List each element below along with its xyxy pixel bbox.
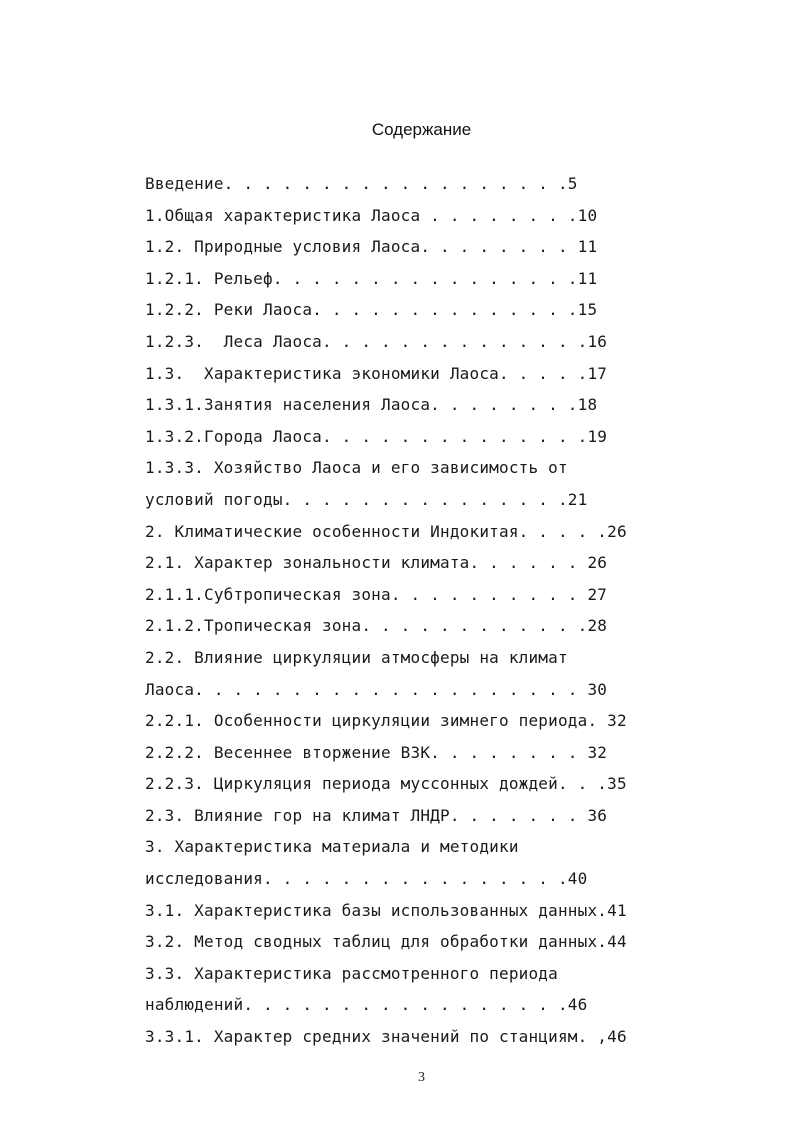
toc-entry: условий погоды. . . . . . . . . . . . . . .21 [145, 489, 588, 509]
toc-entry: 3.3. Характеристика рассмотренного периода [145, 963, 558, 983]
toc-entry: исследования. . . . . . . . . . . . . . . .40 [145, 869, 588, 889]
toc-entry: Введение. . . . . . . . . . . . . . . . . .5 [145, 174, 578, 193]
toc-entry: 3.1. Характеристика базы использованных данных.41 [145, 900, 627, 920]
toc-entry: 3. Характеристика материала и методики [145, 837, 519, 857]
toc-entry: 2. Климатические особенности Индокитая. . . . .26 [145, 521, 627, 541]
toc-entry: 1.2.1. Рельеф. . . . . . . . . . . . . . . .11 [145, 268, 598, 288]
toc-entry: 1.3. Характеристика экономики Лаоса. . . . .17 [145, 363, 608, 383]
toc-entry: 2.2.1. Особенности циркуляции зимнего периода. 32 [145, 711, 627, 731]
toc-entry: 2.1.1.Субтропическая зона. . . . . . . . . . 27 [145, 584, 608, 604]
table-of-contents [145, 168, 705, 1053]
toc-entry: 2.1.2.Тропическая зона. . . . . . . . . . . .28 [145, 616, 608, 636]
toc-entry: 1.3.2.Города Лаоса. . . . . . . . . . . . . .19 [145, 426, 608, 446]
toc-entry: Лаоса. . . . . . . . . . . . . . . . . . . . 30 [145, 679, 608, 699]
toc-entry: 2.2. Влияние циркуляции атмосферы на климат [145, 647, 568, 667]
toc-entry: 1.3.1.Занятия населения Лаоса. . . . . . . .18 [145, 395, 598, 415]
toc-entry: 2.2.3. Циркуляция периода муссонных дождей. . .35 [145, 774, 627, 794]
toc-entry: 2.1. Характер зональности климата. . . . . . 26 [145, 553, 608, 573]
toc-entry: 2.2.2. Весеннее вторжение ВЗК. . . . . . . . 32 [145, 742, 608, 762]
page-title: Содержание [371, 120, 472, 139]
toc-entry: наблюдений. . . . . . . . . . . . . . . . .46 [145, 995, 588, 1015]
toc-entry: 1.Общая характеристика Лаоса . . . . . . . .10 [145, 205, 598, 225]
toc-entry: 1.2.2. Реки Лаоса. . . . . . . . . . . . . .15 [145, 300, 598, 320]
toc-entry: 3.2. Метод сводных таблиц для обработки данных.44 [145, 932, 627, 952]
toc-entry: 1.2.3. Леса Лаоса. . . . . . . . . . . . . .16 [145, 331, 608, 351]
toc-entry: 3.3.1. Характер средних значений по станциям. ,46 [145, 1027, 627, 1047]
page-number: 3 [418, 1070, 425, 1085]
toc-entry: 1.3.3. Хозяйство Лаоса и его зависимость от [145, 458, 568, 478]
toc-entry: 2.3. Влияние гор на климат ЛНДР. . . . . . . 36 [145, 805, 608, 825]
toc-entry: 1.2. Природные условия Лаоса. . . . . . . . 11 [145, 237, 598, 257]
